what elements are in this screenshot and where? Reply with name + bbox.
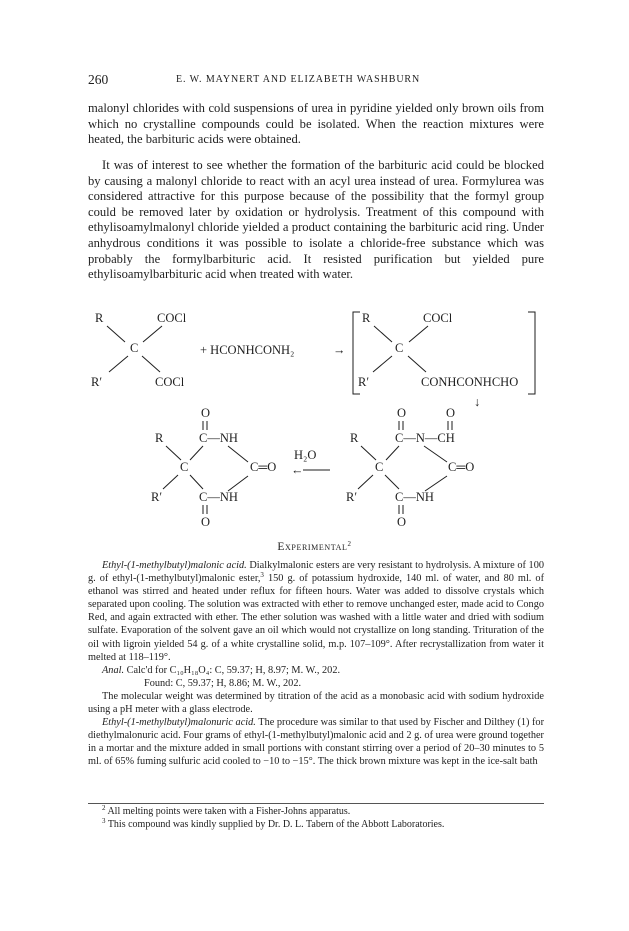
section-heading-experimental bbox=[0, 541, 629, 553]
page-number: 260 bbox=[88, 72, 109, 87]
scheme-c-nh: C—NH bbox=[199, 431, 238, 445]
scheme-central-carbon: C bbox=[130, 341, 139, 355]
running-head bbox=[88, 72, 544, 88]
scheme-oxygen: O bbox=[397, 515, 407, 529]
scheme-carbonyl: C═O bbox=[250, 460, 277, 474]
scheme-oxygen: O bbox=[446, 406, 456, 420]
footnote bbox=[88, 818, 544, 831]
experimental-paragraph bbox=[88, 716, 544, 768]
heading-text: Experimental bbox=[277, 541, 348, 553]
scheme-central-carbon: C bbox=[180, 460, 189, 474]
scheme-r: R bbox=[95, 311, 104, 325]
scheme-oxygen: O bbox=[397, 406, 407, 420]
scheme-r-prime: R′ bbox=[151, 490, 163, 504]
body-paragraph bbox=[88, 158, 544, 283]
scheme-carbonyl: C═O bbox=[448, 460, 475, 474]
analysis-calculated bbox=[88, 664, 544, 677]
footnote-marker: 2 bbox=[102, 804, 106, 812]
scheme-c-n-ch: C—N—CH bbox=[395, 431, 455, 445]
analysis-text: Calc'd for C₁₀H₁₈O₄: C, 59.37; H, 8.97; M. W., 202. bbox=[126, 664, 341, 676]
footnote bbox=[88, 805, 544, 818]
running-head-authors: E. W. MAYNERT AND ELIZABETH WASHBURN bbox=[176, 74, 421, 85]
footnote-divider bbox=[88, 803, 544, 804]
scheme-oxygen: O bbox=[201, 406, 211, 420]
footnotes bbox=[88, 805, 544, 831]
paragraph-text: Dialkylmalonic esters are very resistant to hydrolysis. A mixture of 100 g. of ethyl-(1-methylbutyl)malonic ester, bbox=[88, 560, 544, 585]
compound-title: Ethyl-(1-methylbutyl)malonuric acid. bbox=[102, 717, 256, 729]
scheme-cocl: COCl bbox=[423, 311, 453, 325]
paragraph-text: malonyl chlorides with cold suspensions of urea in pyridine yielded only brown oils from which no crystalline compounds could be isolated. When the reaction mixtures were heated, the barbituric acids were obtained. bbox=[88, 101, 544, 147]
paragraph-text: The procedure was similar to that used by Fischer and Dilthey (1) for diethylmalonuric acid. Four grams of ethyl-(1-methylbutyl)malonic acid and 2 g. of urea were ground together in a mortar and the mixture added in small portions with constant stirring over a period of 20–30 minutes to 5 ml. of 65% fuming sulfuric acid cooled to −10 to −15°. The thick brown mixture was kept in the ice-salt bath bbox=[88, 717, 545, 768]
scheme-c-nh: C—NH bbox=[395, 490, 434, 504]
scheme-reagent-formylurea: + HCONHCONH₂ bbox=[200, 343, 295, 357]
scheme-arrow-right: → bbox=[333, 343, 346, 357]
scheme-r-prime: R′ bbox=[346, 490, 358, 504]
experimental-paragraph: The molecular weight was determined by titration of the acid as a monobasic acid with sodium hydroxide using a pH meter with a glass electrode. bbox=[88, 690, 544, 716]
scheme-r-prime: R′ bbox=[91, 375, 103, 389]
scheme-cocl: COCl bbox=[155, 375, 185, 389]
scheme-conhconhcho: CONHCONHCHO bbox=[421, 375, 519, 389]
scheme-arrow-down: ↓ bbox=[474, 395, 481, 409]
experimental-section bbox=[88, 559, 544, 769]
analysis-found: Found: C, 59.37; H, 8.86; M. W., 202. bbox=[144, 677, 302, 689]
paragraph-text: It was of interest to see whether the formation of the barbituric acid could be blocked by causing a malonyl chloride to react with an acyl urea instead of urea. Formylurea was considered attractive for this purpose because of the possibility that the formyl group could be removed later by oxidation or hydrolysis. Treatment of this compound with ethylisoamylmalonyl chloride yielded a product containing the barbituric acid ring. Under anhydrous conditions it was possible to isolate a chloride-free substance which was probably the formylbarbituric acid. It resisted purification but yielded pure ethylisoamylbarbituric acid when treated with water. bbox=[88, 158, 544, 282]
footnote-marker: 3 bbox=[260, 571, 264, 580]
scheme-r: R bbox=[362, 311, 371, 325]
scheme-cocl: COCl bbox=[157, 311, 187, 325]
scheme-r-prime: R′ bbox=[358, 375, 370, 389]
scheme-central-carbon: C bbox=[375, 460, 384, 474]
scheme-r: R bbox=[155, 431, 164, 445]
paragraph-text: 150 g. of potassium hydroxide, 140 ml. of water, and 80 ml. of ethanol was stirred and heated under reflux for fifteen hours. Water was added to dissolve crystals which separated upon cooling. The solution was extracted with ether to remove unchanged ester, made acid to Congo Red, and again extracted with ether. The ether solution was washed with a little water and dried with sodium sulfate. Evaporation of the solvent gave an oil which would not crystallize on long standing. Trituration of the oil with ligroin yielded 54 g. of a white crystalline solid, m.p. 107–109°. After recrystallization from water it melted at 118–119°. bbox=[88, 573, 544, 663]
footnote-text: This compound was kindly supplied by Dr. D. L. Tabern of the Abbott Laboratories. bbox=[107, 819, 445, 830]
scheme-r: R bbox=[350, 431, 359, 445]
scheme-water: H₂O bbox=[294, 448, 317, 462]
scheme-central-carbon: C bbox=[395, 341, 404, 355]
experimental-paragraph bbox=[88, 559, 544, 664]
footnote-text: All melting points were taken with a Fisher-Johns apparatus. bbox=[107, 806, 351, 817]
footnote-marker: 3 bbox=[102, 817, 106, 825]
scheme-oxygen: O bbox=[201, 515, 211, 529]
body-paragraph-continued bbox=[88, 101, 544, 148]
compound-title: Ethyl-(1-methylbutyl)malonic acid. bbox=[102, 560, 247, 571]
analysis-label: Anal. bbox=[102, 664, 125, 676]
scheme-arrow-left: ← bbox=[291, 463, 304, 477]
scheme-c-nh: C—NH bbox=[199, 490, 238, 504]
reaction-scheme bbox=[0, 306, 629, 536]
footnote-marker: 2 bbox=[347, 540, 352, 548]
